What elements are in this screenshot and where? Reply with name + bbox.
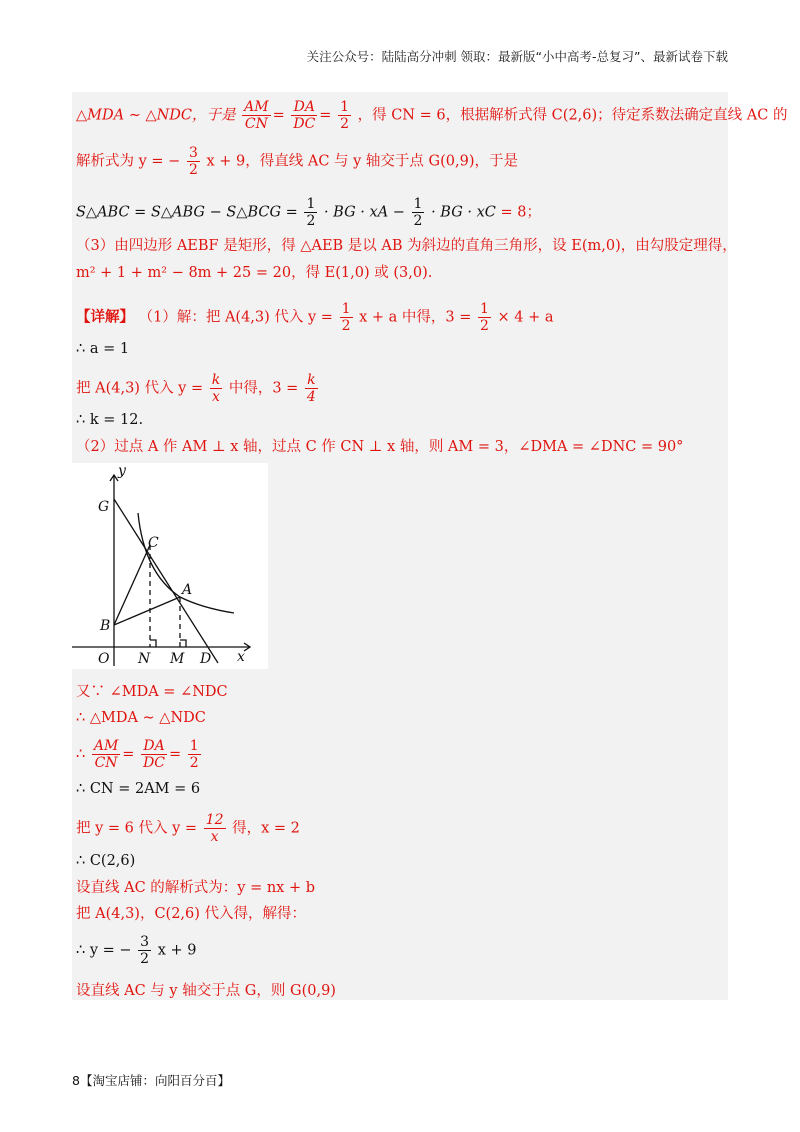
area-lhs: S△ABC = S△ABG − S△BCG = <box>76 204 298 221</box>
segment-bc <box>114 545 150 625</box>
area-rhs: · BG · xC <box>431 204 496 221</box>
fraction-am-cn: $\frac{AM}{CN}$ <box>244 99 269 132</box>
solution-line-14: ∴ CN = 2AM = 6 <box>76 781 201 797</box>
detail-label: 【详解】 <box>76 308 134 326</box>
solution-line-1: △MDA ∼ △NDC，于是 $\frac{AM}{CN}$ = $\frac{DA}{DC}$ = $\frac{1}{2}$ ，得 CN = 6，根据解析式得 C(2,6)；待定系数法确定直线 AC 的 <box>76 99 788 132</box>
label-b: B <box>100 618 111 634</box>
solution-line-2 <box>76 145 518 178</box>
label-g: G <box>98 499 110 515</box>
text-segment: ∴ y = − <box>76 942 132 959</box>
label-m: M <box>170 651 185 667</box>
fraction-one-half: $\frac{1}{2}$ <box>413 196 423 229</box>
solution-line-5: m² + 1 + m² − 8m + 25 = 20，得 E(1,0) 或 (3,0). <box>76 265 433 281</box>
fraction-three-half: $\frac{3}{2}$ <box>140 934 150 967</box>
label-o: O <box>98 651 110 667</box>
label-d: D <box>200 651 212 667</box>
fraction-one-half: $\frac{1}{2}$ <box>189 738 199 771</box>
line-ac <box>114 499 218 663</box>
label-x: x <box>237 649 245 665</box>
solution-line-20: 设直线 AC 与 y 轴交于点 G，则 G(0,9) <box>76 983 336 999</box>
text-segment: ∴ <box>76 746 86 763</box>
right-angle-n <box>150 640 156 647</box>
solution-line-17: 设直线 AC 的解析式为：y = nx + b <box>76 880 316 896</box>
text-segment: 把 y = 6 代入 y = <box>76 820 198 837</box>
fraction-one-half: $\frac{1}{2}$ <box>306 196 316 229</box>
text-segment: 得，x = 2 <box>232 820 300 837</box>
fraction-one-half: $\frac{1}{2}$ <box>341 301 351 334</box>
solution-line-11: 又∵ ∠MDA = ∠NDC <box>76 684 228 700</box>
solution-line-9: ∴ k = 12. <box>76 412 144 428</box>
text-segment: x + 9，得直线 AC 与 y 轴交于点 G(0,9)，于是 <box>206 153 518 170</box>
solution-line-18: 把 A(4,3)，C(2,6) 代入得，解得： <box>76 906 307 922</box>
solution-line-13: ∴ $\frac{AM}{CN}$ = $\frac{DA}{DC}$ = $\frac{1}{2}$ <box>76 738 199 771</box>
hyperbola-curve <box>138 513 234 613</box>
label-a: A <box>182 582 193 598</box>
fraction-12-x: $\frac{12}{x}$ <box>205 812 224 845</box>
solution-line-8 <box>76 372 320 405</box>
solution-line-7: ∴ a = 1 <box>76 341 130 357</box>
solution-line-3 <box>76 196 541 229</box>
solution-line-12: ∴ △MDA ∼ △NDC <box>76 710 206 726</box>
right-angle-m <box>180 640 186 647</box>
solution-line-10: （2）过点 A 作 AM ⊥ x 轴，过点 C 作 CN ⊥ x 轴，则 AM = 3，∠DMA = ∠DNC = 90° <box>76 439 684 455</box>
text-segment: 解析式为 y = − <box>76 153 181 170</box>
fraction-one-half: $\frac{1}{2}$ <box>480 301 489 334</box>
label-y: y <box>118 463 126 479</box>
text-segment: ，得 CN = 6，根据解析式得 C(2,6)；待定系数法确定直线 AC 的 <box>357 107 788 124</box>
area-mid: · BG · xA − <box>323 204 405 221</box>
page-header: 关注公众号：陆陆高分冲刺 领取：最新版“小中高考-总复习”、最新试卷下载 <box>306 49 728 64</box>
fraction-am-cn: $\frac{AM}{CN}$ <box>93 738 119 771</box>
text-segment: = 8； <box>500 204 541 221</box>
segment-ba <box>114 597 180 625</box>
text-segment: 把 A(4,3) 代入 y = <box>76 380 204 397</box>
fraction-k-4: $\frac{k}{4}$ <box>306 372 316 405</box>
fraction-one-half: $\frac{1}{2}$ <box>340 99 349 132</box>
fraction-da-dc: $\frac{DA}{DC}$ <box>293 99 316 132</box>
label-c: C <box>148 535 159 551</box>
text-segment: 中得，3 = <box>228 380 299 397</box>
solution-line-19 <box>76 934 196 967</box>
text-segment: △MDA ∼ △NDC，于是 <box>76 107 236 124</box>
label-n: N <box>138 651 151 667</box>
fraction-da-dc: $\frac{DA}{DC}$ <box>143 738 165 771</box>
solution-line-6 <box>76 301 554 334</box>
solution-line-4: （3）由四边形 AEBF 是矩形，得 △AEB 是以 AB 为斜边的直角三角形，设 E(m,0)，由勾股定理得， <box>76 238 737 254</box>
text-segment: x + 9 <box>157 942 197 959</box>
solution-line-15 <box>76 812 300 845</box>
fraction-three-half: $\frac{3}{2}$ <box>188 145 198 178</box>
text-segment: × 4 + a <box>497 309 554 326</box>
text-segment: （1）解：把 A(4,3) 代入 y = <box>138 309 333 326</box>
text-segment: x + a 中得，3 = <box>359 309 472 326</box>
figure-svg <box>72 463 268 669</box>
solution-line-16: ∴ C(2,6) <box>76 853 136 869</box>
geometry-figure <box>72 463 268 669</box>
fraction-k-x: $\frac{k}{x}$ <box>211 372 221 405</box>
page-footer: 8【淘宝店铺：向阳百分百】 <box>72 1073 230 1088</box>
